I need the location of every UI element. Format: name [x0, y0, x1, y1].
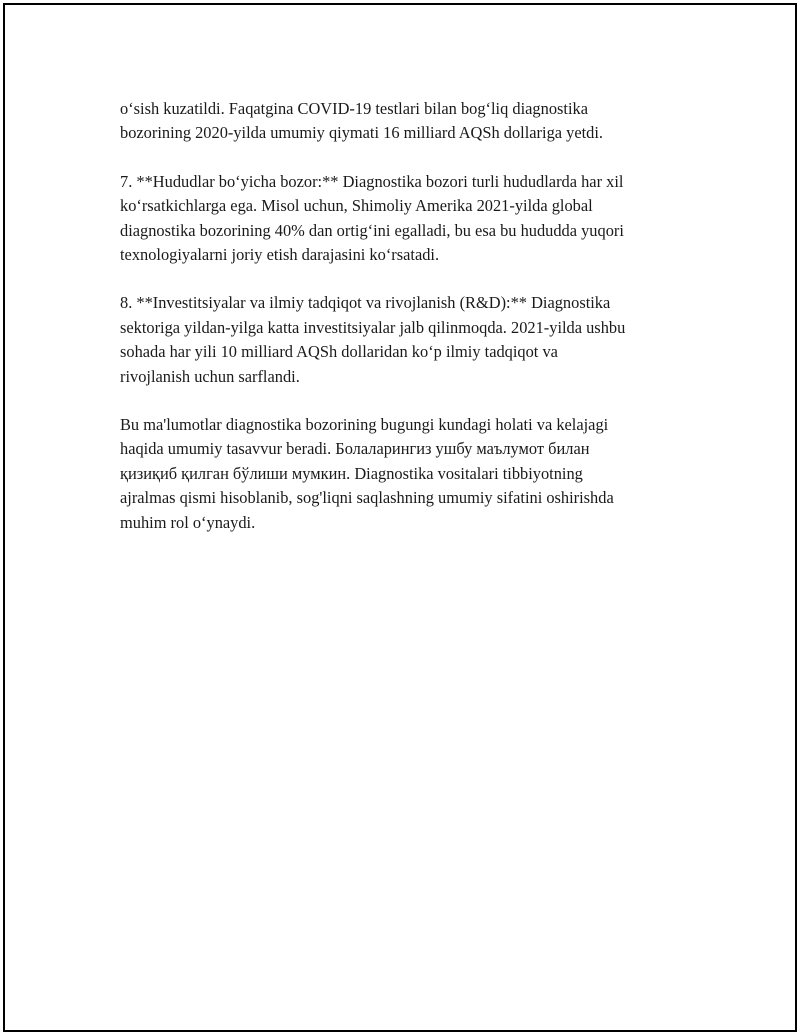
paragraph-investments-rnd: 8. **Investitsiyalar va ilmiy tadqiqot va rivojlanish (R&D):** Diagnostika sektoriga yildan-yilga katta investitsiyalar jalb qilinmoqda. 2021-yilda ushbu sohada har yili 10 milliard AQSh dollaridan ko‘p ilmiy tadqiqot va rivojlanish uchun sarflandi.	[120, 293, 626, 386]
paragraph-market-growth: o‘sish kuzatildi. Faqatgina COVID-19 testlari bilan bog‘liq diagnostika bozorining 2020-yilda umumiy qiymati 16 milliard AQSh dollariga yetdi.	[120, 99, 604, 143]
page-border	[3, 3, 797, 1032]
document-body	[120, 97, 680, 559]
paragraph-regional-market: 7. **Hududlar bo‘yicha bozor:** Diagnostika bozori turli hududlarda har xil ko‘rsatkichlarga ega. Misol uchun, Shimoliy Amerika 2021-yilda global diagnostika bozorining 40% dan ortig‘ini egalladi, bu esa bu hududda yuqori texnologiyalarni joriy etish darajasini ko‘rsatadi.	[120, 171, 624, 265]
paragraph-conclusion: Bu ma'lumotlar diagnostika bozorining bugungi kundagi holati va kelajagi haqida umumiy tasavvur beradi. Болаларингиз ушбу маълумот билан қизиқиб қилган бўлиши мумкин. Diagnostika vositalari tibbiyotning ajralmas qismi hisoblanib, sog'liqni saqlashning umumiy sifatini oshirishda muhim rol o‘ynaydi.	[120, 415, 614, 532]
